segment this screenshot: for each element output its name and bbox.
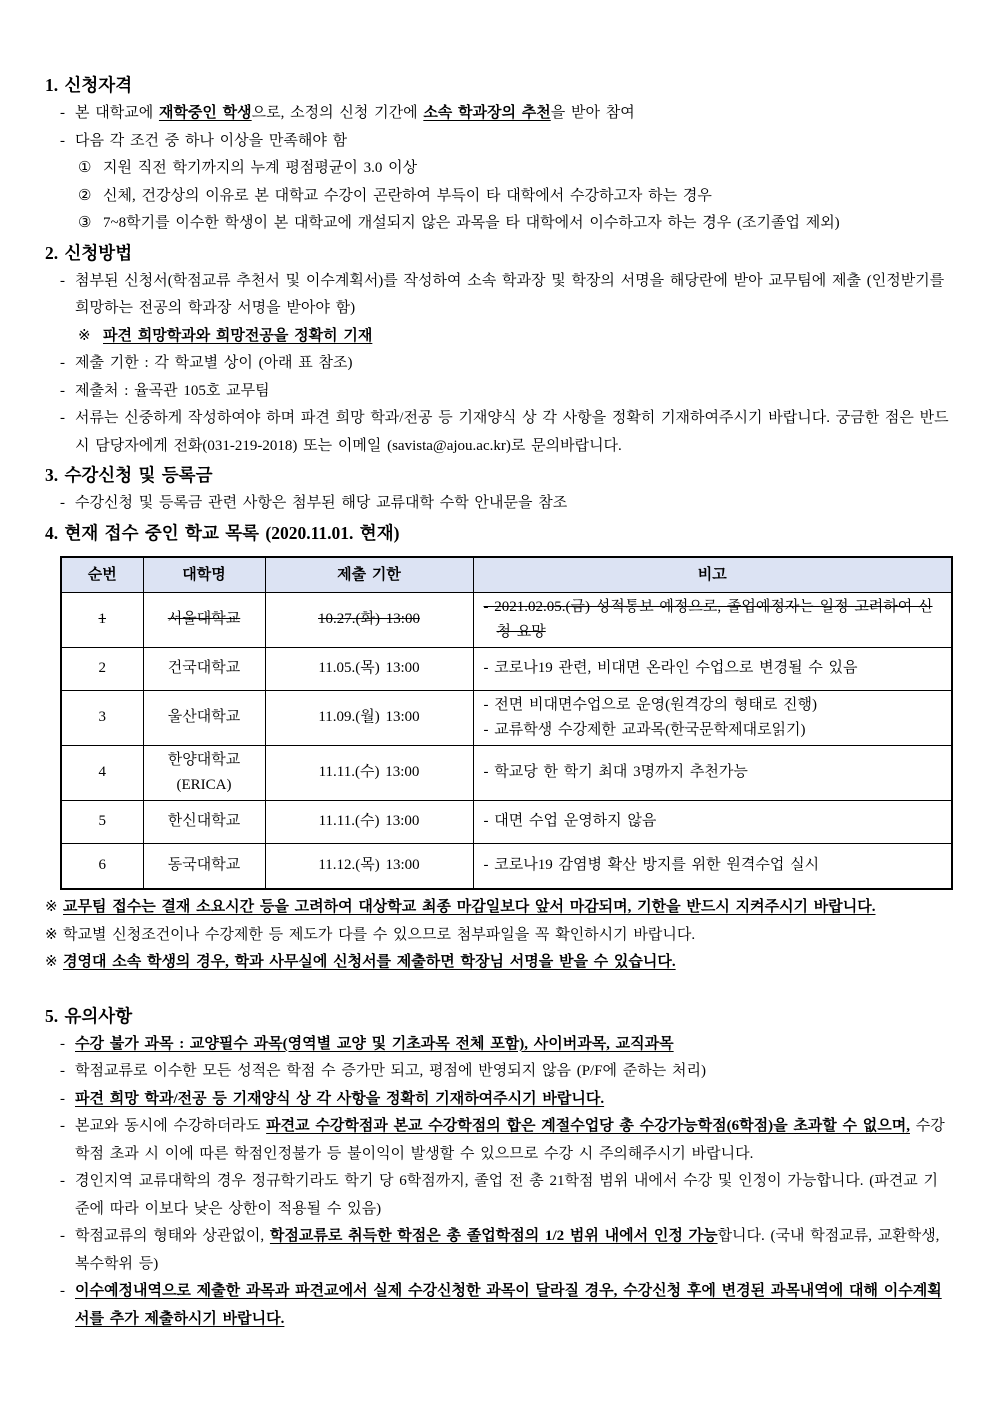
item-marker: ※ <box>78 327 91 344</box>
list-item <box>45 268 950 323</box>
list-item <box>45 210 950 238</box>
university-name-line: 서울대학교 <box>167 611 241 627</box>
item-marker: - <box>60 410 65 426</box>
cell-deadline: 11.12.(목) 13:00 <box>265 843 473 889</box>
list-item <box>45 155 950 183</box>
cell-no: 3 <box>61 690 143 745</box>
remark-line: - 대면 수업 운영하지 않음 <box>483 813 657 829</box>
item-marker: - <box>60 1228 65 1244</box>
section-3-heading: 3. 수강신청 및 등록금 <box>45 465 213 485</box>
cell-university <box>143 800 265 843</box>
item-marker: ※ <box>45 899 58 915</box>
text-segment: 경영대 소속 학생의 경우, 학과 사무실에 신청서를 제출하면 학장님 서명을 받을 수 있습니다. <box>63 954 676 970</box>
text-segment: 본 대학교에 <box>75 105 159 121</box>
item-marker: - <box>60 105 65 121</box>
cell-no: 1 <box>61 592 143 647</box>
remark-line: - 2021.02.05.(금) 성적통보 예정으로, 졸업예정자는 일정 고려하여 신청 요망 <box>483 598 933 640</box>
table-row <box>61 592 952 647</box>
text-segment: 학점교류의 형태와 상관없이, <box>75 1228 270 1244</box>
item-marker: - <box>60 132 65 149</box>
remark-line: - 코로나19 감염병 확산 방지를 위한 원격수업 실시 <box>483 857 820 874</box>
cell-no: 2 <box>61 647 143 690</box>
item-marker: - <box>60 1035 65 1052</box>
cell-no: 4 <box>61 745 143 800</box>
list-item <box>45 1058 950 1086</box>
item-marker: - <box>60 355 65 371</box>
cell-deadline: 11.11.(수) 13:00 <box>265 745 473 800</box>
cell-deadline: 11.05.(목) 13:00 <box>265 647 473 690</box>
section-3-items <box>45 490 950 518</box>
list-item <box>45 1223 950 1278</box>
cell-remarks <box>473 800 952 843</box>
item-marker: ② <box>78 187 92 204</box>
table-row <box>61 647 952 690</box>
list-item <box>45 100 950 128</box>
text-segment: 합니다. (국내 학점교류, 교환학생, 복수학위 등) <box>75 1228 940 1272</box>
university-table <box>60 556 953 891</box>
text-segment: 지원 직전 학기까지의 누계 평점평균이 3.0 이상 <box>103 160 418 176</box>
col-header-remarks: 비고 <box>473 557 952 593</box>
text-segment: 재학중인 학생 <box>158 105 252 121</box>
note-item <box>45 949 950 977</box>
university-name-line: (ERICA) <box>176 776 232 793</box>
university-name-line: 동국대학교 <box>167 857 241 874</box>
list-item <box>45 405 950 460</box>
university-name-line: 건국대학교 <box>167 660 241 676</box>
text-segment: 파견 희망 학과/전공 등 기재양식 상 각 사항을 정확히 기재하여주시기 바랍니다. <box>75 1090 605 1107</box>
text-segment: 학점교류로 이수한 모든 성적은 학점 수 증가만 되고, 평점에 반영되지 않음 (P/F에 준하는 처리) <box>75 1063 706 1079</box>
text-segment: 파견 희망학과와 희망전공을 정확히 기재 <box>103 327 373 344</box>
item-marker: - <box>60 495 65 511</box>
remark-line: - 학교당 한 학기 최대 3명까지 추천가능 <box>483 764 748 780</box>
text-segment: 학점교류로 취득한 학점은 총 졸업학점의 1/2 범위 내에서 인정 가능 <box>269 1228 718 1244</box>
text-segment: 수강학점 초과 시 이에 따른 학점인정불가 등 불이익이 발생할 수 있으므로 수강 시 주의해주시기 바랍니다. <box>75 1118 945 1162</box>
text-segment: 경인지역 교류대학의 경우 정규학기라도 학기 당 6학점까지, 졸업 전 총 21학점 범위 내에서 수강 및 인정이 가능합니다. (파견교 기준에 따라 이보다 낮은 상한이 적용될 수 있음) <box>75 1173 938 1217</box>
text-segment: 교무팀 접수는 결재 소요시간 등을 고려하여 대상학교 최종 마감일보다 앞서 마감되며, 기한을 반드시 지켜주시기 바랍니다. <box>63 899 876 915</box>
university-name-line: 한신대학교 <box>167 813 241 829</box>
text-segment: 소속 학과장의 추천 <box>423 105 551 121</box>
text-segment: 신체, 건강상의 이유로 본 대학교 수강이 곤란하여 부득이 타 대학에서 수강하고자 하는 경우 <box>103 187 712 204</box>
item-marker: ③ <box>78 215 92 231</box>
text-segment: 이수예정내역으로 제출한 과목과 파견교에서 실제 수강신청한 과목이 달라질 경우, 수강신청 후에 변경된 과목내역에 대해 이수계획서를 추가 제출하시기 바랍니다. <box>75 1283 942 1327</box>
cell-university <box>143 745 265 800</box>
cell-deadline: 10.27.(화) 13:00 <box>265 592 473 647</box>
section-4-heading: 4. 현재 접수 중인 학교 목록 (2020.11.01. 현재) <box>45 522 400 543</box>
section-1-items <box>45 100 950 238</box>
section-1-heading: 1. 신청자격 <box>45 75 133 95</box>
cell-remarks <box>473 592 952 647</box>
text-segment: 제출처 : 율곡관 105호 교무팀 <box>75 382 270 399</box>
item-marker: ① <box>78 160 92 176</box>
list-item <box>45 1278 950 1333</box>
cell-university <box>143 647 265 690</box>
university-name-line: 울산대학교 <box>167 709 241 725</box>
section-2-items <box>45 268 950 461</box>
table-notes <box>45 894 950 977</box>
item-marker: - <box>60 272 65 289</box>
table-row <box>61 843 952 889</box>
section-2-heading: 2. 신청방법 <box>45 242 133 263</box>
table-header-row <box>61 557 952 593</box>
text-segment: 수강신청 및 등록금 관련 사항은 첨부된 해당 교류대학 수학 안내문을 참조 <box>75 495 568 511</box>
note-item <box>45 922 950 950</box>
item-marker: - <box>60 1173 65 1189</box>
cell-remarks <box>473 745 952 800</box>
text-segment: 제출 기한 : 각 학교별 상이 (아래 표 참조) <box>75 355 353 371</box>
text-segment: 첨부된 신청서(학점교류 추천서 및 이수계획서)를 작성하여 소속 학과장 및 학장의 서명을 해당란에 받아 교무팀에 제출 (인정받기를 희망하는 전공의 학과장 서명을 받아야 함) <box>75 272 945 316</box>
text-segment: 으로, 소정의 신청 기간에 <box>251 105 424 121</box>
cell-deadline: 11.09.(월) 13:00 <box>265 690 473 745</box>
cell-remarks <box>473 647 952 690</box>
table-row <box>61 800 952 843</box>
list-item <box>45 1086 950 1114</box>
list-item <box>45 490 950 518</box>
text-segment: 학교별 신청조건이나 수강제한 등 제도가 다를 수 있으므로 첨부파일을 꼭 확인하시기 바랍니다. <box>63 926 696 943</box>
text-segment: 수강 불가 과목 : 교양필수 과목(영역별 교양 및 기초과목 전체 포함), 사이버과목, 교직과목 <box>75 1035 674 1052</box>
item-marker: - <box>60 1118 65 1134</box>
list-item <box>45 1113 950 1168</box>
list-item <box>45 183 950 211</box>
section-application-method <box>45 238 950 461</box>
cell-university <box>143 592 265 647</box>
cell-remarks <box>473 843 952 889</box>
text-segment: 파견교 수강학점과 본교 수강학점의 합은 계절수업당 총 수강가능학점(6학점)을 초과할 수 없으며, <box>266 1118 910 1134</box>
item-marker: - <box>60 1090 65 1107</box>
text-segment: 본교와 동시에 수강하더라도 <box>75 1118 267 1134</box>
remark-line: - 전면 비대면수업으로 운영(원격강의 형태로 진행) <box>483 696 818 713</box>
table-row <box>61 690 952 745</box>
table-row <box>61 745 952 800</box>
section-cautions <box>45 1001 950 1334</box>
list-item <box>45 1168 950 1223</box>
text-segment: 7~8학기를 이수한 학생이 본 대학교에 개설되지 않은 과목을 타 대학에서 이수하고자 하는 경우 (조기졸업 제외) <box>103 215 840 231</box>
section-5-items <box>45 1031 950 1334</box>
list-item <box>45 350 950 378</box>
item-marker: - <box>60 1063 65 1079</box>
cell-university <box>143 843 265 889</box>
section-school-list <box>45 518 950 977</box>
university-table-body <box>61 592 952 889</box>
item-marker: - <box>60 1283 65 1299</box>
list-item <box>45 1031 950 1059</box>
col-header-no: 순번 <box>61 557 143 593</box>
text-segment: 을 받아 참여 <box>550 105 635 121</box>
section-5-heading: 5. 유의사항 <box>45 1005 133 1026</box>
list-item <box>45 128 950 156</box>
remark-line: - 교류학생 수강제한 교과목(한국문학제대로읽기) <box>483 721 806 738</box>
cell-no: 5 <box>61 800 143 843</box>
list-item <box>45 378 950 406</box>
university-name-line: 한양대학교 <box>167 751 241 768</box>
cell-no: 6 <box>61 843 143 889</box>
item-marker: ※ <box>45 954 58 970</box>
text-segment: 서류는 신중하게 작성하여야 하며 파견 희망 학과/전공 등 기재양식 상 각 사항을 정확히 기재하여주시기 바랍니다. 궁금한 점은 반드시 담당자에게 전화(031-219-2018) 또는 이메일 (savista@ajou.ac.kr)로 문의바랍니다. <box>75 410 949 454</box>
text-segment: 다음 각 조건 중 하나 이상을 만족해야 함 <box>75 132 348 149</box>
col-header-university: 대학명 <box>143 557 265 593</box>
note-item <box>45 894 950 922</box>
item-marker: - <box>60 382 65 399</box>
list-item <box>45 323 950 351</box>
cell-remarks <box>473 690 952 745</box>
item-marker: ※ <box>45 926 58 943</box>
cell-university <box>143 690 265 745</box>
cell-deadline: 11.11.(수) 13:00 <box>265 800 473 843</box>
section-registration-tuition <box>45 460 950 518</box>
section-applicant-eligibility <box>45 70 950 238</box>
remark-line: - 코로나19 관련, 비대면 온라인 수업으로 변경될 수 있음 <box>483 660 858 676</box>
col-header-deadline: 제출 기한 <box>265 557 473 593</box>
